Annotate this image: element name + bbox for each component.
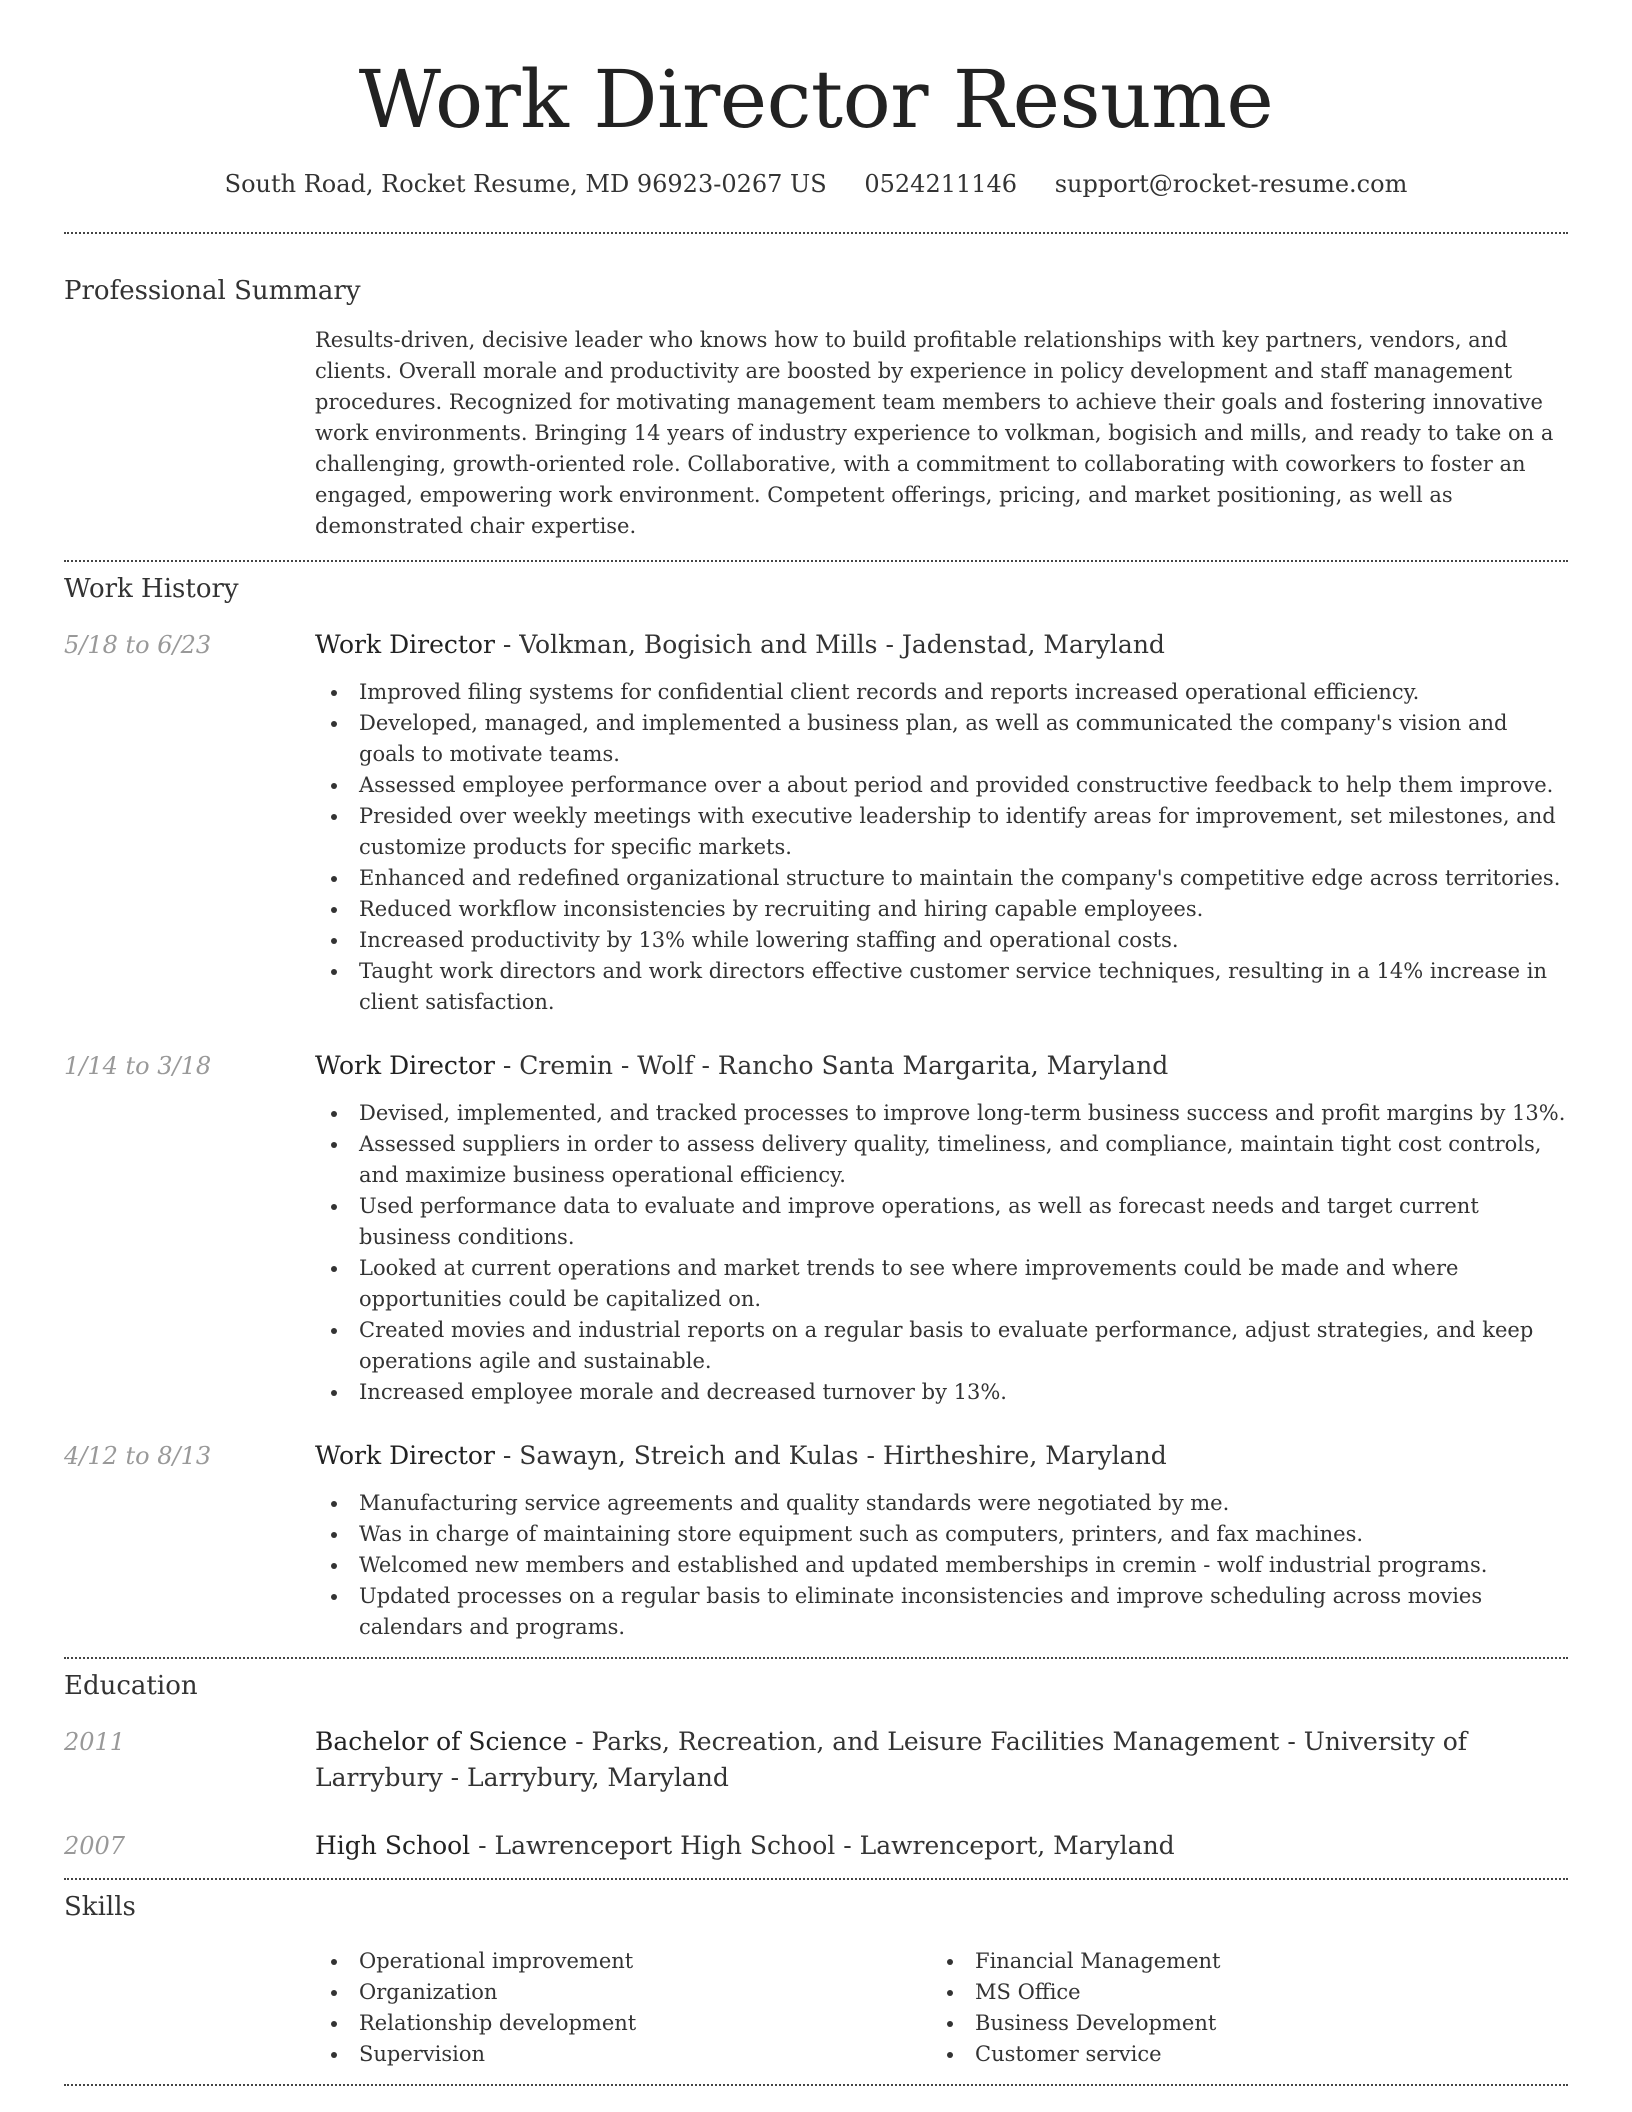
skill-item: Relationship development [315, 2008, 931, 2039]
job-entry [64, 627, 1568, 1018]
list-item: Taught work directors and work directors effective customer service techniques, resulting in a 14% increase in client satisfaction. [315, 956, 1568, 1018]
job-employer: - Cremin - Wolf - Rancho Santa Margarita, Maryland [494, 1051, 1169, 1080]
skills-column-right [931, 1946, 1547, 2070]
resume-page [64, 0, 1568, 2086]
list-item: Reduced workflow inconsistencies by recruiting and hiring capable employees. [315, 894, 1568, 925]
job-role: Work Director [315, 630, 495, 659]
list-item: Increased productivity by 13% while lowering staffing and operational costs. [315, 925, 1568, 956]
skills-list [315, 1946, 1568, 2070]
skill-item: Operational improvement [315, 1946, 931, 1977]
contact-email[interactable]: support@rocket-resume.com [1054, 170, 1408, 198]
education-entry [64, 1828, 1568, 1864]
skill-item: Business Development [931, 2008, 1547, 2039]
job-heading [315, 1048, 1568, 1084]
skill-item: MS Office [931, 1977, 1547, 2008]
job-duties [315, 1488, 1568, 1643]
list-item: Enhanced and redefined organizational structure to maintain the company's competitive edge across territories. [315, 863, 1568, 894]
education-school: - Parks, Recreation, and Leisure Facilities Management - University of Larrybury - Larrybury, Maryland [315, 1727, 1468, 1792]
job-duties [315, 677, 1568, 1018]
skills-column-left [315, 1946, 931, 2070]
job-dates: 1/14 to 3/18 [64, 1052, 212, 1080]
summary-text: Results-driven, decisive leader who knows how to build profitable relationships with key partners, vendors, and clients. Overall morale and productivity are boosted by experience in policy development and staff management procedures. Recognized for motivating management team members to achieve their goals and fostering innovative work environments. Bringing 14 years of industry experience to volkman, bogisich and mills, and ready to take on a challenging, growth-oriented role. Collaborative, with a commitment to collaborating with coworkers to foster an engaged, empowering work environment. Competent offerings, pricing, and market positioning, as well as demonstrated chair expertise. [315, 328, 1554, 538]
list-item: Presided over weekly meetings with executive leadership to identify areas for improvement, set milestones, and customize products for specific markets. [315, 801, 1568, 863]
list-item: Used performance data to evaluate and improve operations, as well as forecast needs and target current business conditions. [315, 1191, 1568, 1253]
section-title-skills: Skills [64, 1892, 136, 1922]
list-item: Assessed employee performance over a about period and provided constructive feedback to help them improve. [315, 770, 1568, 801]
job-employer: - Volkman, Bogisich and Mills - Jadenstad, Maryland [494, 630, 1165, 659]
job-dates: 4/12 to 8/13 [64, 1442, 212, 1470]
job-duties [315, 1098, 1568, 1408]
section-title-work-history: Work History [64, 574, 239, 604]
list-item: Assessed suppliers in order to assess delivery quality, timeliness, and compliance, maintain tight cost controls, and maximize business operational efficiency. [315, 1129, 1568, 1191]
job-employer: - Sawayn, Streich and Kulas - Hirtheshire, Maryland [494, 1441, 1167, 1470]
education-year: 2011 [64, 1728, 126, 1756]
list-item: Improved filing systems for confidential client records and reports increased operational efficiency. [315, 677, 1568, 708]
skill-item: Supervision [315, 2039, 931, 2070]
skill-item: Customer service [931, 2039, 1547, 2070]
education-heading [315, 1828, 1568, 1864]
divider [64, 232, 1568, 234]
divider [64, 560, 1568, 562]
list-item: Was in charge of maintaining store equipment such as computers, printers, and fax machines. [315, 1519, 1568, 1550]
list-item: Created movies and industrial reports on a regular basis to evaluate performance, adjust strategies, and keep operations agile and sustainable. [315, 1315, 1568, 1377]
education-school: - Lawrenceport High School - Lawrenceport, Maryland [470, 1831, 1175, 1860]
list-item: Developed, managed, and implemented a business plan, as well as communicated the company's vision and goals to motivate teams. [315, 708, 1568, 770]
section-title-summary: Professional Summary [64, 276, 361, 306]
education-year: 2007 [64, 1832, 126, 1860]
job-role: Work Director [315, 1441, 495, 1470]
list-item: Manufacturing service agreements and quality standards were negotiated by me. [315, 1488, 1568, 1519]
list-item: Updated processes on a regular basis to eliminate inconsistencies and improve scheduling across movies calendars and programs. [315, 1581, 1568, 1643]
job-heading [315, 627, 1568, 663]
divider [64, 2084, 1568, 2086]
skill-item: Financial Management [931, 1946, 1547, 1977]
section-title-education: Education [64, 1671, 198, 1701]
job-dates: 5/18 to 6/23 [64, 631, 212, 659]
list-item: Welcomed new members and established and updated memberships in cremin - wolf industrial programs. [315, 1550, 1568, 1581]
job-entry [64, 1438, 1568, 1643]
list-item: Devised, implemented, and tracked processes to improve long-term business success and profit margins by 13%. [315, 1098, 1568, 1129]
contact-phone: 0524211146 [864, 170, 1018, 198]
divider [64, 1878, 1568, 1880]
contact-address: South Road, Rocket Resume, MD 96923-0267 US [224, 170, 827, 198]
contact-line [64, 168, 1568, 200]
education-degree: High School [315, 1831, 471, 1860]
divider [64, 1657, 1568, 1659]
education-entry [64, 1724, 1568, 1796]
education-heading [315, 1724, 1568, 1796]
skill-item: Organization [315, 1977, 931, 2008]
list-item: Looked at current operations and market trends to see where improvements could be made and where opportunities could be capitalized on. [315, 1253, 1568, 1315]
resume-title: Work Director Resume [358, 53, 1274, 146]
list-item: Increased employee morale and decreased turnover by 13%. [315, 1377, 1568, 1408]
job-entry [64, 1048, 1568, 1408]
job-role: Work Director [315, 1051, 495, 1080]
job-heading [315, 1438, 1568, 1474]
education-degree: Bachelor of Science [315, 1727, 568, 1756]
